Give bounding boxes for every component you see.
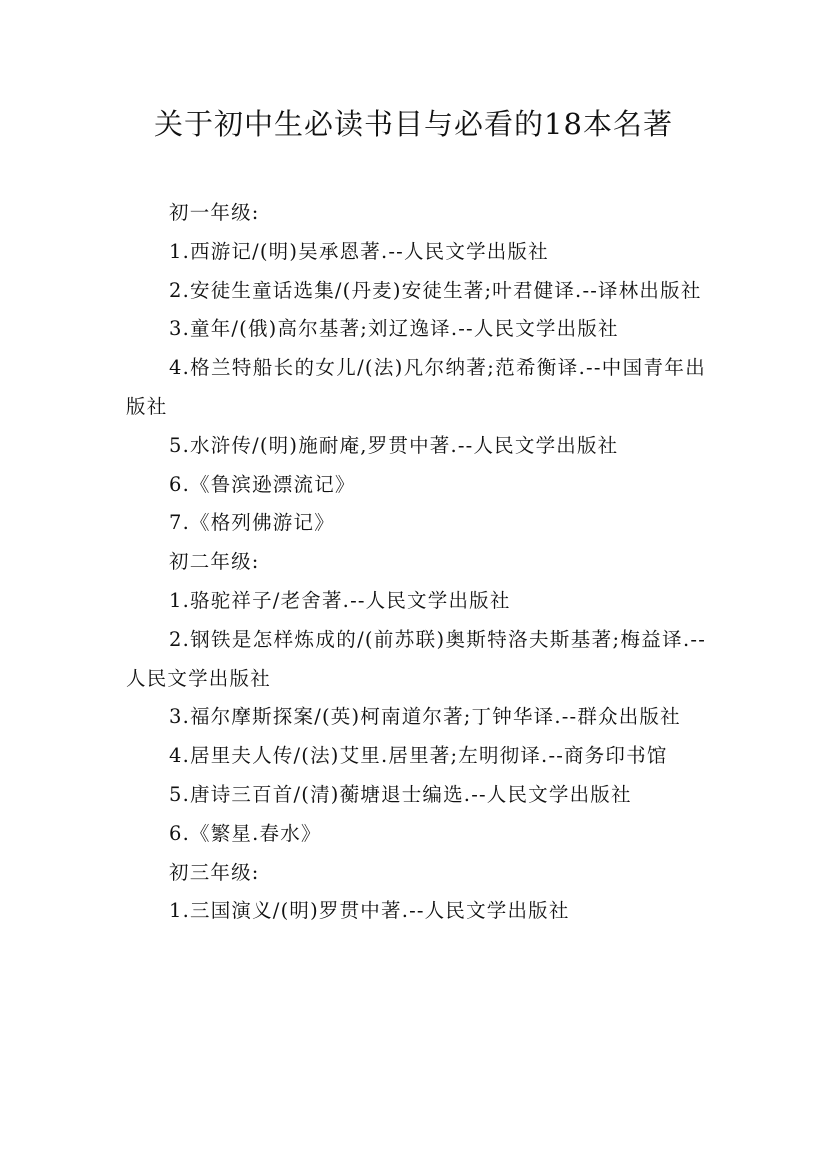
book-entry: 7.《格列佛游记》 — [169, 511, 335, 535]
grade-heading-3: 初三年级: — [169, 860, 260, 884]
book-entry: 6.《鲁滨逊漂流记》 — [169, 472, 356, 496]
document-title: 关于初中生必读书目与必看的18本名著 — [154, 107, 673, 141]
book-entry: 4.居里夫人传/(法)艾里.居里著;左明彻译.--商务印书馆 — [169, 744, 668, 768]
book-entry: 6.《繁星.春水》 — [169, 821, 322, 845]
book-entry: 1.三国演义/(明)罗贯中著.--人民文学出版社 — [169, 899, 570, 923]
book-entry: 2.安徒生童话选集/(丹麦)安徒生著;叶君健译.--译林出版社 — [169, 278, 702, 302]
book-entry: 3.童年/(俄)高尔基著;刘辽逸译.--人民文学出版社 — [169, 317, 619, 341]
grade-heading-2: 初二年级: — [169, 550, 260, 574]
book-entry: 5.水浒传/(明)施耐庵,罗贯中著.--人民文学出版社 — [169, 433, 619, 457]
book-entry: 1.西游记/(明)吴承恩著.--人民文学出版社 — [169, 239, 549, 263]
document-body — [126, 194, 706, 931]
book-entry: 5.唐诗三百首/(清)蘅塘退士编选.--人民文学出版社 — [169, 782, 632, 806]
book-entry: 4.格兰特船长的女儿/(法)凡尔纳著;范希衡译.--中国青年出版社 — [126, 356, 706, 418]
book-entry: 3.福尔摩斯探案/(英)柯南道尔著;丁钟华译.--群众出版社 — [169, 705, 681, 729]
grade-heading-1: 初一年级: — [169, 201, 260, 224]
book-entry: 1.骆驼祥子/老舍著.--人民文学出版社 — [169, 588, 511, 612]
book-entry: 2.钢铁是怎样炼成的/(前苏联)奥斯特洛夫斯基著;梅益译.--人民文学出版社 — [126, 627, 706, 690]
